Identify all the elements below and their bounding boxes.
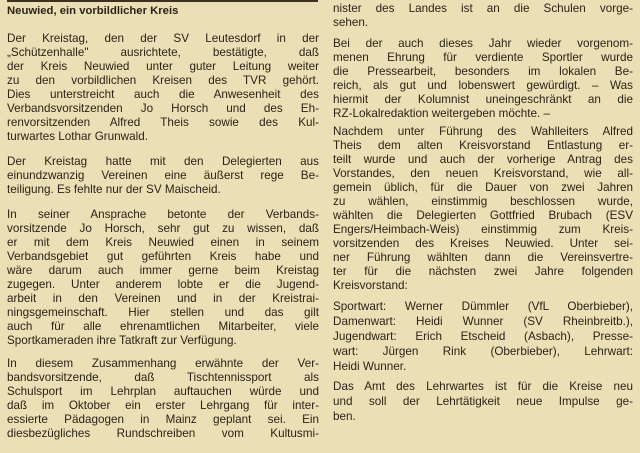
text-line: vorsitzenden des Kreises Neuwied. Unter sei-	[333, 237, 633, 250]
text-line: renvorsitzenden Alfred Theis sowie des Kul-	[7, 116, 319, 129]
text-line: Damenwart: Heidi Wunner (SV Rheinbreitb.),	[333, 315, 633, 328]
text-line: Dies unterstreicht auch die Anwesenheit des	[7, 88, 319, 101]
text-line: sehen.	[333, 16, 369, 29]
text-line: In seiner Ansprache betonte der Verbands-	[7, 208, 319, 221]
text-line: ner Führung wählten dann die Vereinsvertre-	[333, 251, 633, 264]
text-line: essierte Pädagogen in Mainz geplant sei. Ein	[7, 413, 319, 426]
text-line: Verbandsvorsitzenden Jo Horsch und des Eh-	[7, 102, 319, 115]
title-rule	[7, 0, 318, 2]
text-line: Engers/Heimbach-Weis) einstimmig zum Kreis-	[333, 223, 633, 236]
text-line: Vorstandes, den neuen Kreisvorstand, wie all-	[333, 167, 633, 180]
article-title: Neuwied, ein vorbildlicher Kreis	[7, 5, 179, 17]
text-line: reich, als gut und lobenswert gewürdigt. – Was	[333, 79, 633, 92]
text-line: Sportwart: Werner Dümmler (VfL Oberbieber),	[333, 300, 633, 313]
text-line: Verbandsgebiet gut geführten Kreis habe und	[7, 250, 319, 263]
text-line: der Kreis Neuwied unter guter Leitung weiter	[7, 60, 319, 73]
text-line: Theis dem alten Kreisvorstand Entlastung er-	[333, 139, 633, 152]
text-line: die Pressearbeit, besonders im lokalen Be-	[333, 65, 633, 78]
text-line: menen Ehrung für verdiente Sportler wurde	[333, 51, 633, 64]
text-line: teilt wurde und auch der vorherige Antrag des	[333, 153, 633, 166]
text-line: ningsgemeinschaft. Hier stellen und das gilt	[7, 306, 319, 319]
text-line: Jugendwart: Erich Etscheid (Asbach), Presse-	[333, 330, 633, 343]
text-line: „Schützenhalle" ausrichtete, bestätigte, daß	[7, 46, 319, 59]
text-line: Nachdem unter Führung des Wahlleiters Alfred	[333, 125, 633, 138]
text-line: Das Amt des Lehrwartes ist für die Kreise neu	[333, 380, 633, 393]
text-line: auch für alle ehrenamtlichen Mitarbeiter, viele	[7, 320, 319, 333]
text-line: einundzwanzig Vereinen eine äußerst rege Be-	[7, 169, 319, 182]
text-line: hiermit der Kolumnist uneingeschränkt an die	[333, 93, 633, 106]
text-line: nister des Landes ist an die Schulen vorge-	[333, 2, 633, 15]
text-line: In diesem Zusammenhang erwähnte der Ver-	[7, 357, 319, 370]
text-line: turwartes Lothar Grunwald.	[7, 130, 148, 143]
text-line: teiligung. Es fehlte nur der SV Maischeid.	[7, 183, 221, 196]
text-line: zu den vorbildlichen Kreisen des TVR gehört.	[7, 74, 319, 87]
text-line: Bei der auch dieses Jahr wieder vorgenom-	[333, 37, 633, 50]
text-line: Schulsport im Lehrplan auftauchen würde und	[7, 385, 319, 398]
text-line: ter für die nächsten zwei Jahre folgenden	[333, 265, 633, 278]
text-line: vorsitzende Jo Horsch, sehr gut zu wissen, daß	[7, 222, 319, 235]
text-line: diesbezügliches Rundschreiben vom Kultusmi-	[7, 427, 319, 440]
text-line: bandsvorsitzende, daß Tischtennissport als	[7, 371, 319, 384]
text-line: Heidi Wunner.	[333, 360, 407, 373]
text-line: daß im Oktober ein erster Lehrgang für inter-	[7, 399, 319, 412]
text-line: wart: Jürgen Rink (Oberbieber), Lehrwart:	[333, 345, 633, 358]
text-line: und soll der Lehrtätigkeit neue Impulse ge-	[333, 395, 633, 408]
text-line: arbeit in den Vereinen und in der Kreistrai-	[7, 292, 319, 305]
text-line: gemein üblich, für die Dauer von zwei Jahren	[333, 181, 633, 194]
text-line: er mit dem Kreis Neuwied einen in seinem	[7, 236, 319, 249]
text-line: Der Kreistag, den der SV Leutesdorf in der	[7, 32, 319, 45]
text-line: Der Kreistag hatte mit den Delegierten aus	[7, 155, 319, 168]
text-line: RZ-Lokalredaktion weitergeben möchte. –	[333, 107, 550, 120]
text-line: zu wählen, einstimmig beschlossen wurde,	[333, 195, 633, 208]
text-line: Sportkameraden ihre Tatkraft zur Verfügung.	[7, 334, 237, 347]
text-line: Kreisvorstand:	[333, 279, 408, 292]
text-line: ben.	[333, 410, 356, 423]
text-line: zugegen. Unter anderem lobte er die Jugend-	[7, 278, 319, 291]
text-line: wäre darum auch immer gerne beim Kreistag	[7, 264, 319, 277]
text-line: wählten die Delegierten Gottfried Brubach (ESV	[333, 209, 633, 222]
